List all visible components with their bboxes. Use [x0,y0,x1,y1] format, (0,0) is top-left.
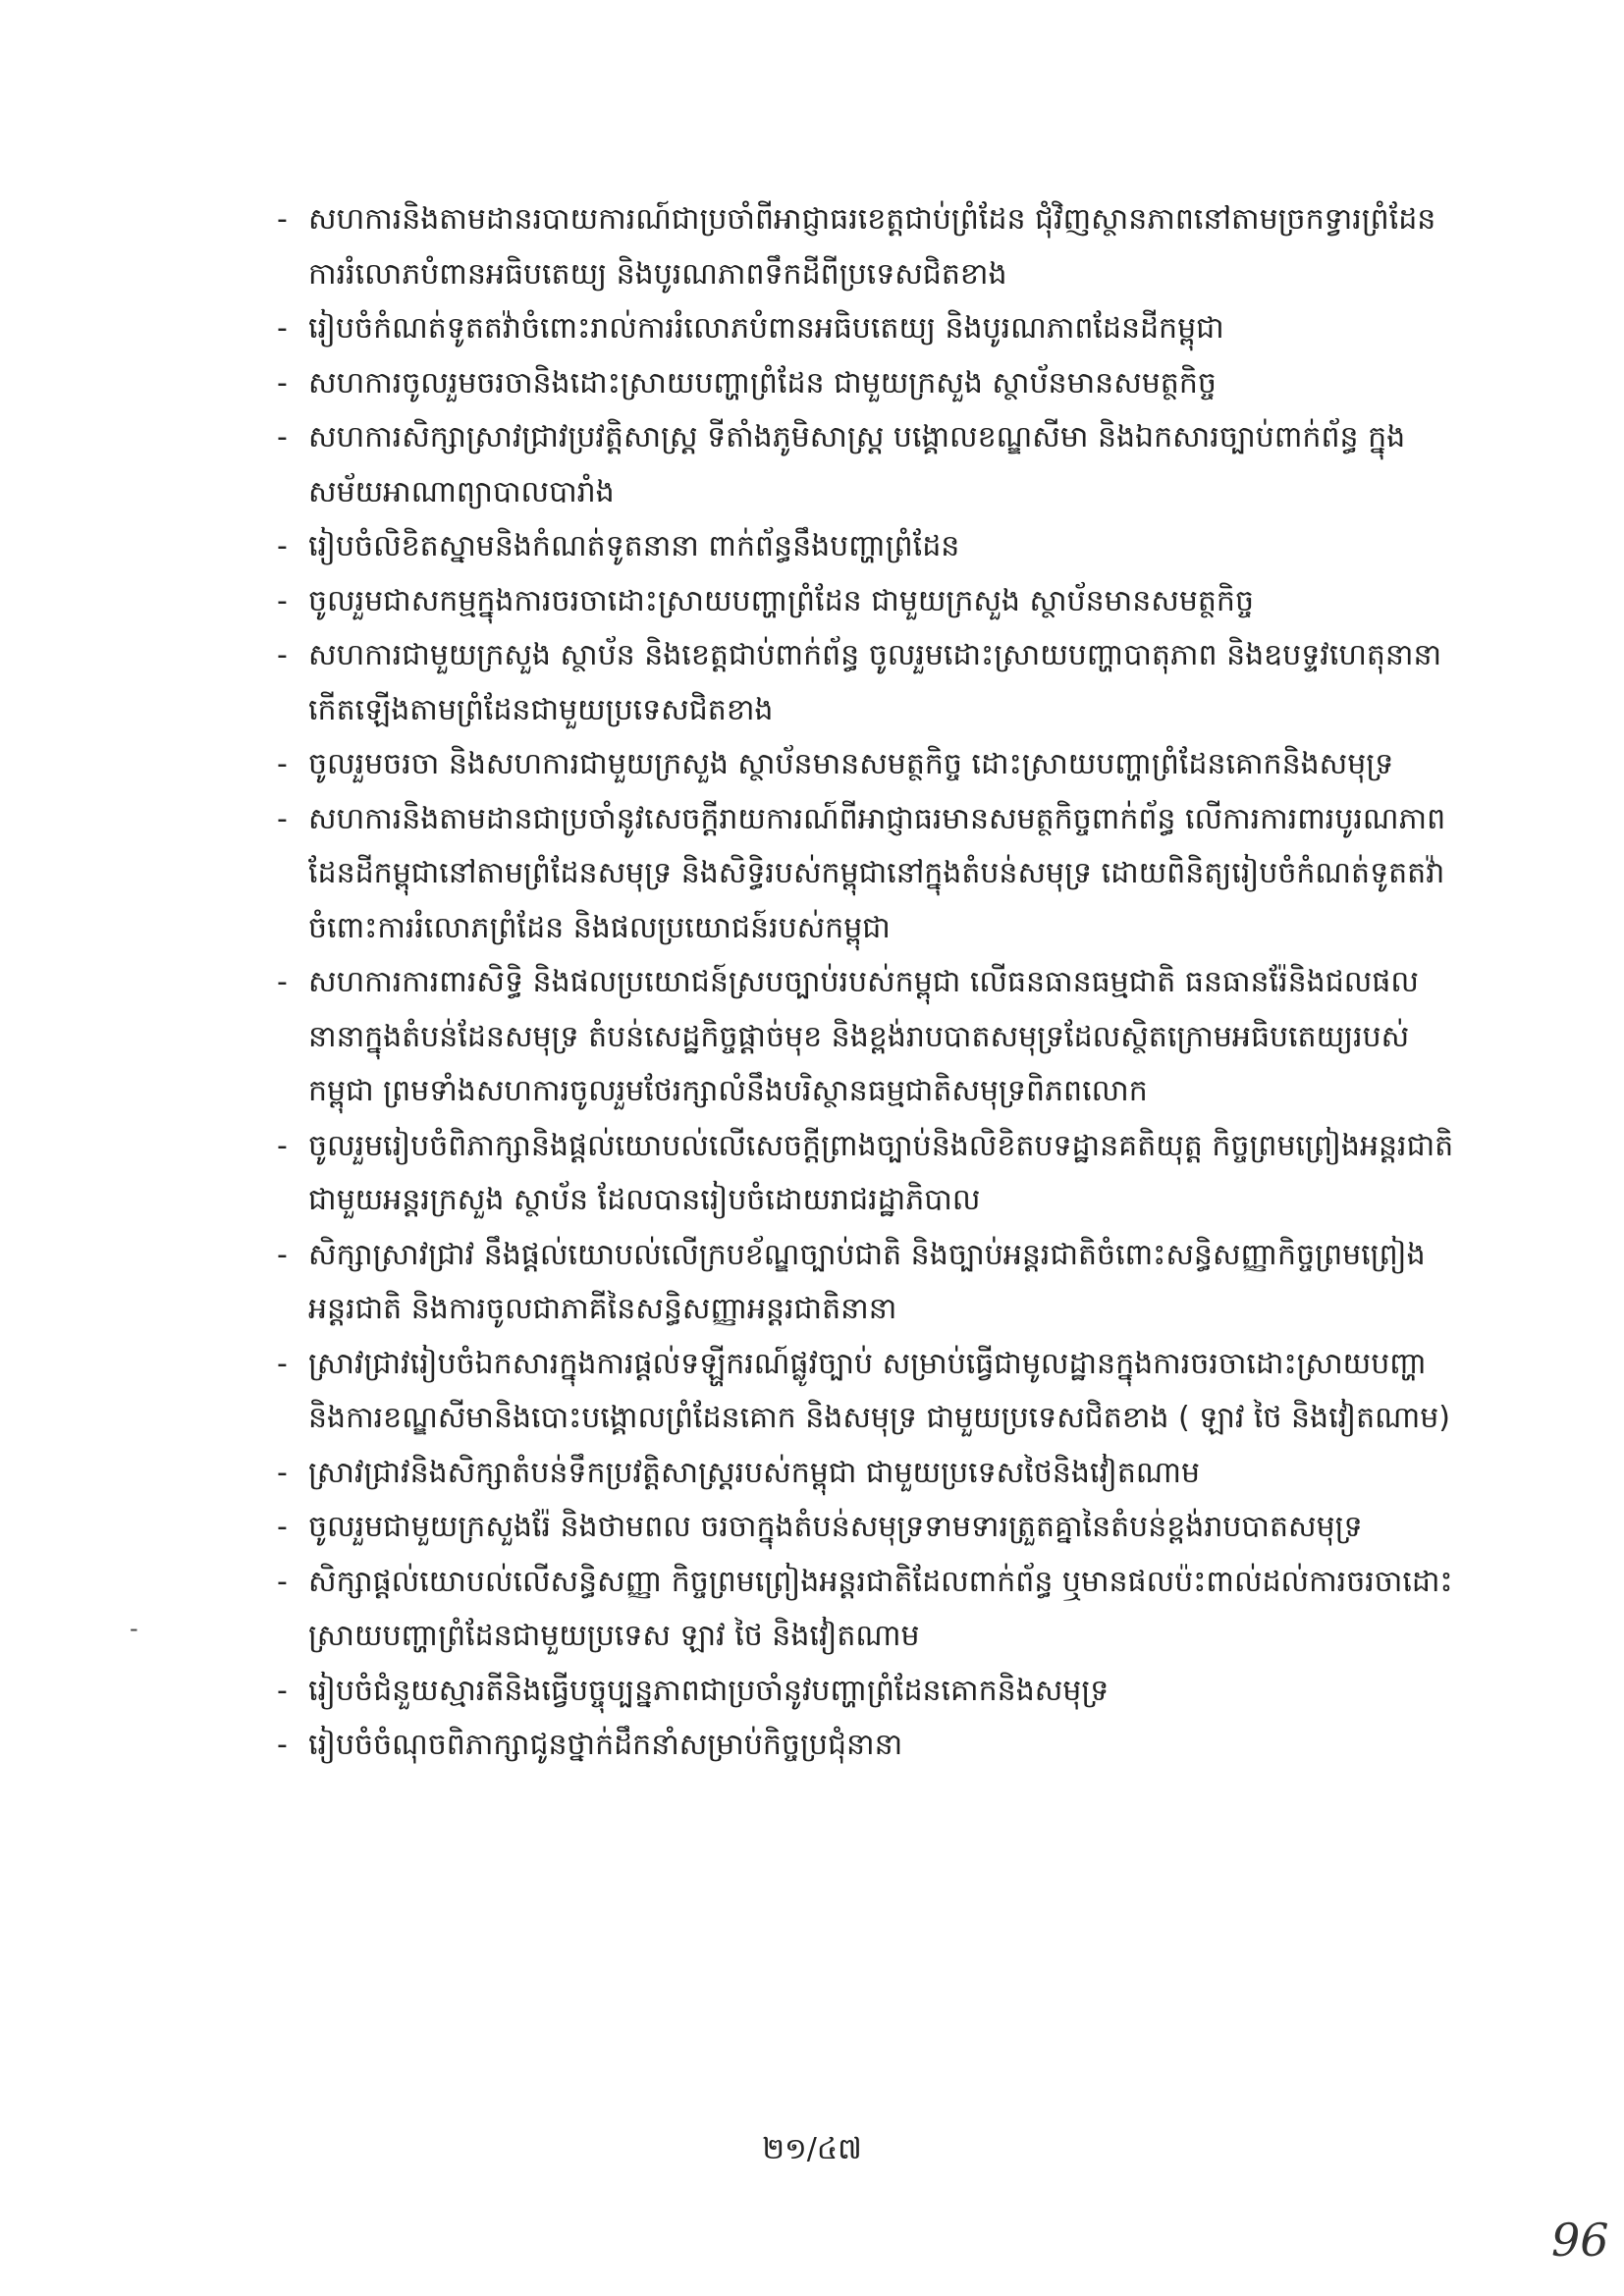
list-item [277,1555,1455,1664]
bullet-dash: - [277,1728,288,1762]
bullet-dash: - [277,529,288,563]
bullet-dash: - [277,202,288,237]
list-item [277,301,1455,356]
list-item [277,519,1455,574]
list-item [277,574,1455,629]
list-item [277,1446,1455,1501]
duty-list [277,192,1455,1773]
list-item [277,192,1455,301]
bullet-dash: - [277,1237,288,1272]
list-item-text: សិក្សាស្រាវជ្រាវ នឹងផ្តល់យោបល់លើក្របខ័ណ្ឌច្បាប់ជាតិ និងច្បាប់អន្តរជាតិចំពោះសន្ធិសញ្ញាកិច្ចព្រមព្រៀងអន្តរជាតិ និងការចូលជាភាគីនៃសន្ធិសញ្ញាអន្តរជាតិនានា [308,1237,1426,1326]
list-item-text: ចូលរួមចរចា និងសហការជាមួយក្រសួង ស្ថាប័នមានសមត្ថកិច្ច ដោះស្រាយបញ្ហាព្រំដែនគោកនិងសមុទ្រ [308,747,1394,781]
list-item-text: រៀបចំចំណុចពិភាក្សាជូនថ្នាក់ដឹកនាំសម្រាប់កិច្ចប្រជុំនានា [308,1728,903,1762]
list-item [277,1500,1455,1555]
bullet-dash: - [277,583,288,618]
list-item [277,356,1455,411]
bullet-dash: - [277,365,288,400]
list-item-text: រៀបចំលិខិតស្នាមនិងកំណត់ទូតនានា ពាក់ព័ន្ធនឹងបញ្ហាព្រំដែន [308,529,960,563]
bullet-dash: - [277,638,288,672]
list-item-text: ចូលរួមរៀបចំពិភាក្សានិងផ្តល់យោបល់លើសេចក្តីព្រាងច្បាប់និងលិខិតបទដ្ឋានគតិយុត្ត កិច្ចព្រមព្រៀងអន្តរជាតិ ជាមួយអន្តរក្រសួង ស្ថាប័ន ដែលបានរៀបចំដោយរាជរដ្ឋាភិបាល [308,1128,1454,1217]
bullet-dash: - [277,1346,288,1381]
list-item-text: សហការជាមួយក្រសួង ស្ថាប័ន និងខេត្តជាប់ពាក់ព័ន្ធ ចូលរួមដោះស្រាយបញ្ហាបាតុភាព និងឧបទ្ទវហេតុនានាកើតឡើងតាមព្រំដែនជាមួយប្រទេសជិតខាង [308,638,1442,727]
list-item-text: សហការការពារសិទ្ធិ និងផលប្រយោជន៍ស្របច្បាប់របស់កម្ពុជា លើធនធានធម្មជាតិ ធនធានរ៉ែនិងជលផលនានាក្នុងតំបន់ដែនសមុទ្រ តំបន់សេដ្ឋកិច្ចផ្តាច់មុខ និងខ្ពង់រាបបាតសមុទ្រដែលស្ថិតក្រោមអធិបតេយ្យរបស់កម្ពុជា ព្រមទាំងសហការចូលរួមថែរក្សាលំនឹងបរិស្ថានធម្មជាតិសមុទ្រពិភពលោក [308,965,1419,1108]
bullet-dash: - [277,1455,288,1490]
list-item [277,1664,1455,1719]
bullet-dash: - [277,420,288,454]
bullet-dash: - [277,1673,288,1708]
list-item-text: រៀបចំជំនួយស្មារតីនិងធ្វើបច្ចុប្បន្នភាពជាប្រចាំនូវបញ្ហាព្រំដែនគោកនិងសមុទ្រ [308,1673,1110,1708]
list-item [277,1228,1455,1337]
bullet-dash: - [277,965,288,999]
list-item-text: សហការនិងតាមដានរបាយការណ៍ជាប្រចាំពីអាជ្ញាធរខេត្តជាប់ព្រំដែន ជុំវិញស្ថានភាពនៅតាមច្រកទ្វារព្រំដែន ការរំលោភបំពានអធិបតេយ្យ និងបូរណភាពទឹកដីពីប្រទេសជិតខាង [308,202,1436,292]
list-item-text: ស្រាវជ្រាវនិងសិក្សាតំបន់ទឹកប្រវត្តិសាស្ត្ររបស់កម្ពុជា ជាមួយប្រទេសថៃនិងវៀតណាម [308,1455,1201,1490]
list-item [277,737,1455,792]
list-item [277,955,1455,1119]
list-item [277,1119,1455,1228]
list-item-text: ចូលរួមជាមួយក្រសួងរ៉ែ និងថាមពល ចរចាក្នុងតំបន់សមុទ្រទាមទារត្រួតគ្នានៃតំបន់ខ្ពង់រាបបាតសមុទ្រ [308,1510,1363,1544]
list-item [277,628,1455,737]
list-item-text: រៀបចំកំណត់ទូតតវ៉ាចំពោះរាល់ការរំលោភបំពានអធិបតេយ្យ និងបូរណភាពដែនដីកម្ពុជា [308,311,1224,346]
list-item [277,1718,1455,1773]
bullet-dash: - [277,747,288,781]
bullet-dash: - [277,1128,288,1163]
stray-mark: - [130,1615,138,1642]
list-item-text: សិក្សាផ្តល់យោបល់លើសន្ធិសញ្ញា កិច្ចព្រមព្រៀងអន្តរជាតិដែលពាក់ព័ន្ធ ឬមានផលប៉ះពាល់ដល់ការចរចាដោះស្រាយបញ្ហាព្រំដែនជាមួយប្រទេស ឡាវ ថៃ និងវៀតណាម [308,1564,1453,1653]
bullet-dash: - [277,801,288,836]
bullet-dash: - [277,311,288,346]
bullet-dash: - [277,1510,288,1544]
list-item [277,410,1455,519]
bullet-dash: - [277,1564,288,1599]
list-item [277,792,1455,956]
list-item-text: ស្រាវជ្រាវរៀបចំឯកសារក្នុងការផ្តល់ទឡ្ហីករណ៍ផ្លូវច្បាប់ សម្រាប់ធ្វើជាមូលដ្ឋានក្នុងការចរចាដោះស្រាយបញ្ហា និងការខណ្ឌសីមានិងបោះបង្គោលព្រំដែនគោក និងសមុទ្រ ជាមួយប្រទេសជិតខាង ( ឡាវ ថៃ និងវៀតណាម) [308,1346,1450,1435]
list-item-text: ចូលរួមជាសកម្មក្នុងការចរចាដោះស្រាយបញ្ហាព្រំដែន ជាមួយក្រសួង ស្ថាប័នមានសមត្ថកិច្ច [308,583,1255,618]
list-item [277,1337,1455,1446]
page-number: ២១/៤៧ [762,2132,862,2166]
list-item-text: សហការសិក្សាស្រាវជ្រាវប្រវត្តិសាស្ត្រ ទីតាំងភូមិសាស្ត្រ បង្គោលខណ្ឌសីមា និងឯកសារច្បាប់ពាក់ព័ន្ធ ក្នុងសម័យអាណាព្យាបាលបារាំង [308,420,1406,509]
list-item-text: សហការចូលរួមចរចានិងដោះស្រាយបញ្ហាព្រំដែន ជាមួយក្រសួង ស្ថាប័នមានសមត្ថកិច្ច [308,365,1217,400]
list-item-text: សហការនិងតាមដានជាប្រចាំនូវសេចក្តីរាយការណ៍ពីអាជ្ញាធរមានសមត្ថកិច្ចពាក់ព័ន្ធ លើការការពារបូរណភាពដែនដីកម្ពុជានៅតាមព្រំដែនសមុទ្រ និងសិទ្ធិរបស់កម្ពុជានៅក្នុងតំបន់សមុទ្រ ដោយពិនិត្យរៀបចំកំណត់ទូតតវ៉ាចំពោះការរំលោភព្រំដែន និងផលប្រយោជន៍របស់កម្ពុជា [308,801,1446,945]
handwritten-page-mark: 96 [1551,2214,1609,2267]
